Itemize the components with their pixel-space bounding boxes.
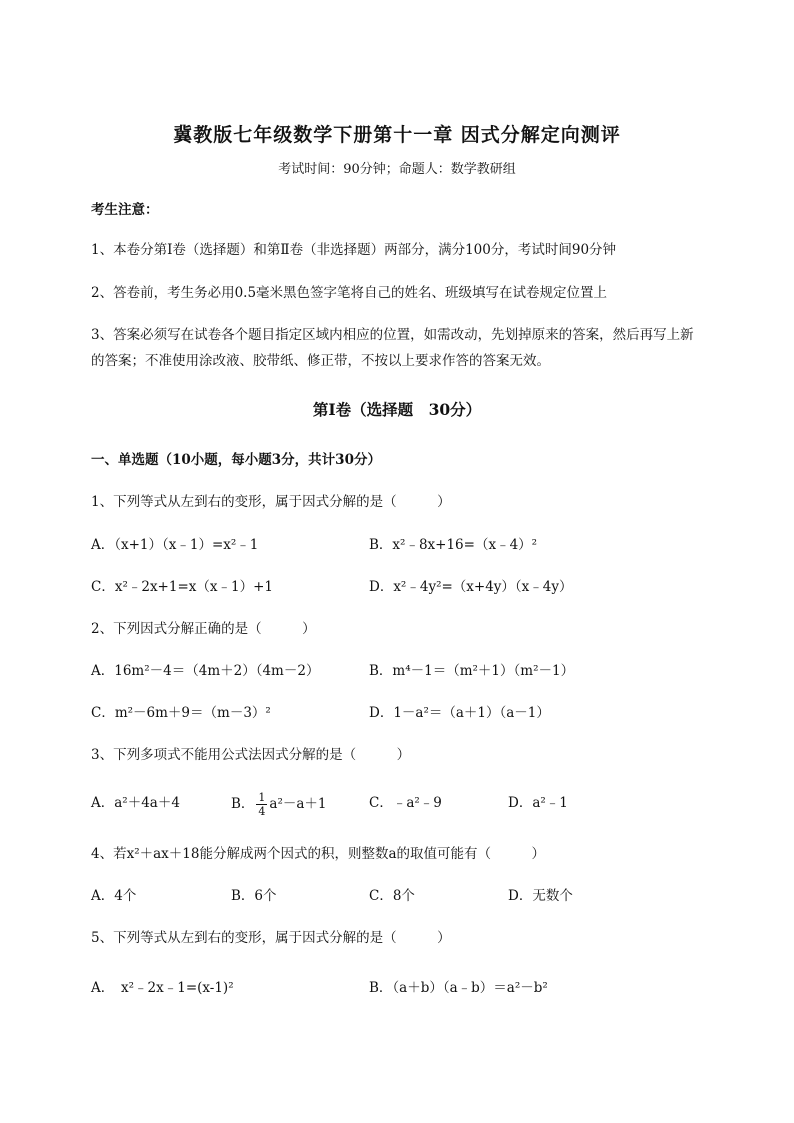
notice-heading: 考生注意： xyxy=(91,202,159,218)
question-3-stem: 3、下列多项式不能用公式法因式分解的是（ ） xyxy=(91,747,411,763)
question-5-stem: 5、下列等式从左到右的变形，属于因式分解的是（ ） xyxy=(91,930,451,946)
question-5-option-b: B．（a＋b）（a﹣b）＝a²－b² xyxy=(369,980,548,996)
notice-item-1: 1、本卷分第Ⅰ卷（选择题）和第Ⅱ卷（非选择题）两部分，满分100分，考试时间90分钟 xyxy=(91,242,617,258)
question-3-option-b xyxy=(231,791,327,818)
question-4-stem: 4、若x²＋ax＋18能分解成两个因式的积，则整数a的取值可能有（ ） xyxy=(91,846,546,862)
question-5-option-a: A． x²﹣2x﹣1=(x-1)² xyxy=(91,980,234,996)
question-4-option-d: D．无数个 xyxy=(508,888,573,904)
notice-item-2: 2、答卷前，考生务必用0.5毫米黑色签字笔将自己的姓名、班级填写在试卷规定位置上 xyxy=(91,285,608,301)
question-4-option-b: B．6个 xyxy=(231,888,277,904)
section-title: 第Ⅰ卷（选择题 30分） xyxy=(312,400,482,419)
fraction-denominator: 4 xyxy=(258,805,266,818)
question-1-option-c: C．x²﹣2x+1=x（x﹣1）+1 xyxy=(91,579,273,595)
part-heading: 一、单选题（10小题，每小题3分，共计30分） xyxy=(91,452,381,468)
option-b-label: B． xyxy=(231,796,255,812)
question-1-option-b: B．x²﹣8x+16=（x﹣4）² xyxy=(369,537,538,553)
exam-info: 考试时间：90分钟；命题人：数学教研组 xyxy=(278,162,516,177)
question-2-option-c: C．m²－6m＋9＝（m－3）² xyxy=(91,705,271,721)
question-2-option-d: D．1－a²＝（a＋1）（a－1） xyxy=(369,705,550,721)
fraction-numerator: 1 xyxy=(258,791,266,804)
question-3-option-c: C．﹣a²﹣9 xyxy=(369,795,442,811)
notice-item-3-line-2: 的答案；不准使用涂改液、胶带纸、修正带，不按以上要求作答的答案无效。 xyxy=(91,353,550,369)
fraction-one-quarter xyxy=(256,791,267,818)
question-1-option-d: D．x²﹣4y²=（x+4y）（x﹣4y） xyxy=(369,579,573,595)
question-1-stem: 1、下列等式从左到右的变形，属于因式分解的是（ ） xyxy=(91,494,451,510)
question-3-option-d: D．a²﹣1 xyxy=(508,795,568,811)
question-2-option-a: A．16m²－4＝（4m＋2）（4m－2） xyxy=(91,663,320,679)
page-title: 冀教版七年级数学下册第十一章 因式分解定向测评 xyxy=(173,124,621,146)
question-2-stem: 2、下列因式分解正确的是（ ） xyxy=(91,621,316,637)
notice-item-3-line-1: 3、答案必须写在试卷各个题目指定区域内相应的位置，如需改动，先划掉原来的答案，然后再写上新 xyxy=(91,327,694,343)
question-4-option-c: C．8个 xyxy=(369,888,415,904)
question-2-option-b: B．m⁴－1＝（m²＋1）（m²－1） xyxy=(369,663,575,679)
question-4-option-a: A．4个 xyxy=(91,888,137,904)
question-3-option-a: A．a²＋4a＋4 xyxy=(91,795,180,811)
option-b-expression: a²－a＋1 xyxy=(269,796,327,812)
question-1-option-a: A．（x+1）（x﹣1）=x²﹣1 xyxy=(91,537,259,553)
